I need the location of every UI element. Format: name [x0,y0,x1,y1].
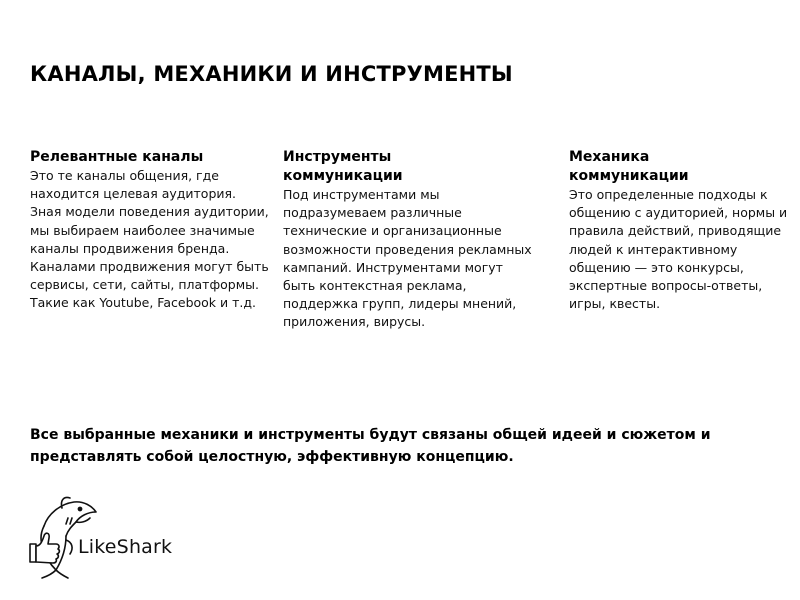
column-body: Это определенные подходы к общению с аудиторией, нормы и правила действий, приводящие людей к интерактивному общению — это конкурсы, экспертные вопросы-ответы, игры, квесты. [569,187,788,312]
logo-text: LikeShark [78,536,173,558]
company-logo [22,496,182,580]
column-communication-mechanics [569,148,797,313]
column-heading: Релевантные каналы [30,149,204,165]
slide-title: КАНАЛЫ, МЕХАНИКИ И ИНСТРУМЕНТЫ [30,62,513,86]
column-body: Это те каналы общения, где находится целевая аудитория. Зная модели поведения аудитории, мы выбираем наиболее значимые каналы продвижения бренда. Каналами продвижения могут быть сервисы, сети, сайты, платформы. Такие как Youtube, Facebook и т.д. [30,168,269,311]
column-body: Под инструментами мы подразумеваем различные технические и организационные возможности проведения рекламных кампаний. Инструментами могут быть контекстная реклама, поддержка групп, лидеры мнений, приложения, вирусы. [283,187,532,330]
column-communication-tools [283,148,533,332]
column-relevant-channels [30,148,270,313]
column-heading: Инструменты коммуникации [283,149,403,184]
column-heading: Механика коммуникации [569,149,689,184]
summary-text: Все выбранные механики и инструменты будут связаны общей идеей и сюжетом и представлять собой целостную, эффективную концепцию. [30,427,711,465]
